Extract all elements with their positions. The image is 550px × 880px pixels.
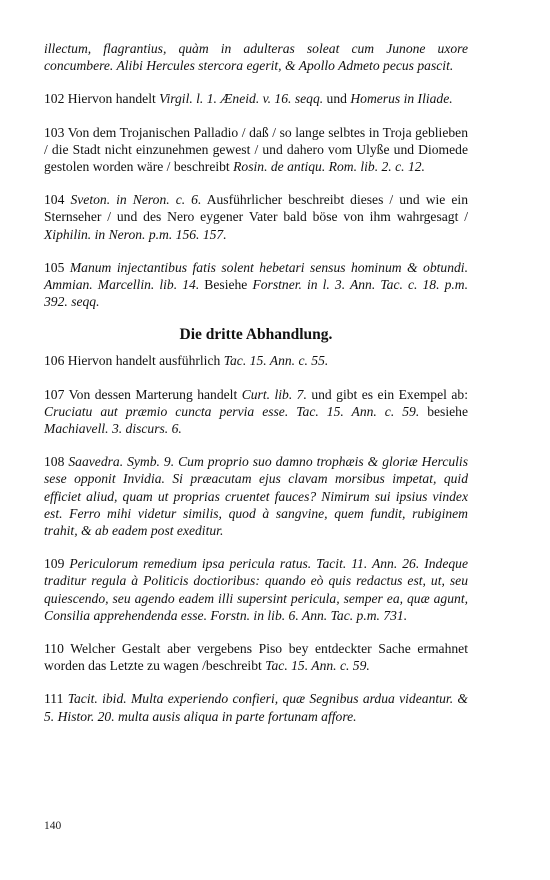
note-text: 106 Hiervon handelt ausführlich	[44, 353, 224, 369]
note-text: 108	[44, 454, 69, 470]
note-citation: Machiavell. 3. discurs. 6.	[44, 421, 182, 437]
page-number: 140	[44, 820, 62, 832]
notes-before	[44, 40, 468, 310]
footnote-106	[44, 352, 468, 369]
note-citation: Forstner. in l. 3. Ann. Tac. c. 18. p.m. 392. seqq.	[44, 277, 468, 310]
note-citation: Homerus in Iliade.	[350, 91, 453, 107]
note-text: 109	[44, 556, 70, 572]
footnote-107	[44, 386, 468, 438]
footnote-110	[44, 640, 468, 674]
note-citation: Cruciatu aut præmio cuncta pervia esse. Tac. 15. Ann. c. 59.	[44, 403, 420, 419]
note-citation: Virgil. l. 1. Æneid. v. 16. seqq.	[159, 91, 324, 107]
page-body	[44, 40, 468, 741]
note-text: 111	[44, 691, 68, 707]
note-citation: Curt. lib. 7.	[241, 386, 307, 402]
note-citation: Manum injectantibus fatis solent hebetari sensus hominum & obtundi. Ammian. Marcellin. lib. 14.	[44, 259, 468, 293]
note-citation: Tac. 15. Ann. c. 59.	[265, 658, 370, 674]
note-text: 104	[44, 192, 71, 208]
note-text: Ausführlicher beschreibt dieses / und wie ein Sternseher / und des Nero eygener Vater bald böse von ihm wahrgesagt /	[44, 192, 468, 225]
note-citation: Periculorum remedium ipsa pericula ratus. Tacit. 11. Ann. 26. Indeque traditur regula à Politicis doctioribus: quando eò quis redactus est, ut, seu quiescendo, seu agendo eadem illi supersint pericula, semper ea, quæ agunt, Consilia apprehendenda esse. Forstn. in lib. 6. Ann. Tac. p.m. 731.	[44, 556, 468, 623]
note-citation: Tacit. ibid. Multa experiendo confieri, quæ Segnibus ardua videantur. & 5. Histor. 20. multa ausis aliqua in parte fortunam affore.	[44, 691, 469, 724]
note-citation: Xiphilin. in Neron. p.m. 156. 157.	[44, 226, 227, 242]
section-heading: Die dritte Abhandlung.	[179, 326, 333, 344]
footnote-continued	[44, 40, 468, 74]
note-citation: Sveton. in Neron. c. 6.	[70, 192, 202, 208]
note-text: 102 Hiervon handelt	[44, 91, 160, 107]
footnote-104	[44, 191, 468, 243]
footnote-109	[44, 555, 468, 624]
footnote-105	[44, 259, 468, 311]
note-text: 105	[44, 259, 70, 275]
note-text: und gibt es ein Exempel ab:	[306, 386, 468, 402]
footnote-102	[44, 90, 468, 107]
footnote-108	[44, 453, 468, 539]
footnote-103	[44, 124, 468, 176]
notes-after	[44, 352, 468, 724]
note-text: 110 Welcher Gestalt aber vergebens Piso bey entdeckter Sache ermahnet worden das Letzte zu wagen /beschreibt	[44, 641, 468, 674]
note-text: besiehe	[419, 403, 468, 419]
note-citation: Saavedra. Symb. 9. Cum proprio suo damno trophæis & gloriæ Herculis sese opponit Invidia. Si præacutam ejus clavam morsibus impetat, quid efficiet aliud, quam ut proprias cruentet fauces? Nimirum sui ipsius vindex est. Ferro mihi videtur similis, quod à sangvine, quem fundit, rubiginem trahit, & ab eadem post exeditur.	[44, 454, 468, 539]
note-citation: Rosin. de antiqu. Rom. lib. 2. c. 12.	[233, 159, 425, 175]
note-text: Besiehe	[199, 277, 253, 293]
note-text: und	[323, 91, 351, 107]
note-text: 103 Von dem Trojanischen Palladio / daß / so lange selbtes in Troja geblieben / die Stadt nicht einzunehmen gewest / und dahero vom Ulyße und Diomede gestolen worden wäre / beschreibt	[44, 124, 468, 175]
note-text: 107 Von dessen Marterung handelt	[44, 386, 242, 402]
note-text: illectum, flagrantius, quàm in adulteras soleat cum Junone uxore concumbere. Alibi Hercules stercora egerit, & Apollo Admeto pecus pascit.	[44, 41, 468, 74]
note-citation: Tac. 15. Ann. c. 55.	[223, 353, 329, 369]
footnote-111	[44, 690, 468, 724]
